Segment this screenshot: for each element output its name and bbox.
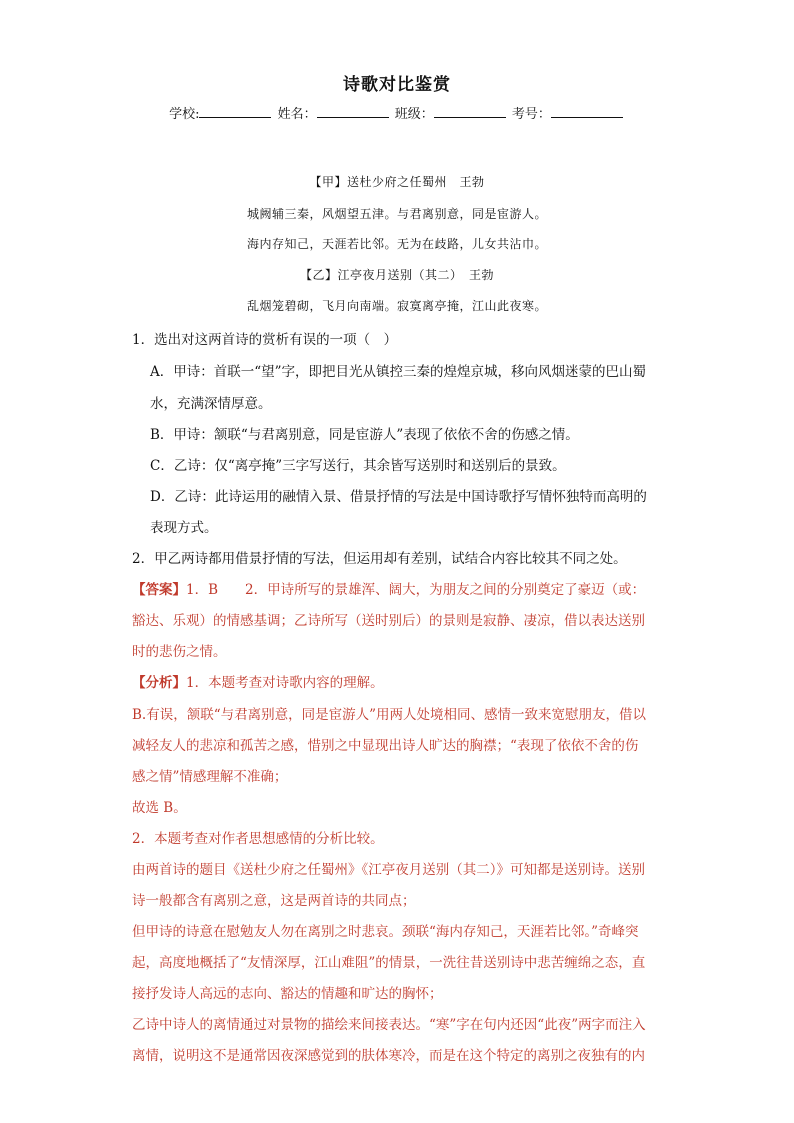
option-a-cont: 水，充满深情厚意。 [150, 396, 272, 412]
answer-line-1 [132, 578, 664, 598]
poem-yi-line-1: 乱烟笼碧砌，飞月向南端。寂寞离亭掩，江山此夜寒。 [246, 299, 547, 313]
analysis-line-7: 由两首诗的题目《送杜少府之任蜀州》《江亭夜月送别（其二）》可知都是送别诗。送别 [132, 862, 645, 878]
analysis-line-13: 离情，说明这不是通常因夜深感觉到的肤体寒冷，而是在这个特定的离别之夜独有的内 [132, 1048, 645, 1064]
analysis-text: 1．本题考查对诗歌内容的理解。 [186, 675, 384, 691]
analysis-line-8: 诗一般都含有离别之意，这是两首诗的共同点； [132, 893, 416, 909]
analysis-line-4: 感之情”情感理解不准确； [132, 769, 288, 785]
analysis-line-12: 乙诗中诗人的离情通过对景物的描绘来间接表达。“寒”字在句内还因“此夜”两字而注入 [132, 1017, 646, 1033]
class-blank[interactable] [434, 105, 506, 118]
school-blank[interactable] [199, 105, 271, 118]
analysis-line-6: 2．本题考查对作者思想感情的分析比较。 [132, 831, 384, 847]
poem-jia-line-1: 城阙辅三秦，风烟望五津。与君离别意，同是宦游人。 [246, 207, 547, 221]
school-label: 学校: [169, 107, 200, 122]
analysis-line-1 [132, 671, 664, 691]
page-title: 诗歌对比鉴赏 [343, 75, 451, 95]
answer-line-3: 时的悲伤之情。 [132, 644, 227, 660]
poem-yi-title: 【乙】江亭夜月送别（其二） 王勃 [299, 268, 494, 282]
analysis-line-10: 起，高度地概括了“友情深厚，江山难阻”的情景，一洗往昔送别诗中悲苦缠绵之态，直 [132, 955, 646, 971]
option-d: D．乙诗：此诗运用的融情入景、借景抒情的写法是中国诗歌抒写情怀独特而高明的 [150, 489, 647, 505]
option-d-cont: 表现方式。 [150, 520, 218, 536]
analysis-line-9: 但甲诗的诗意在慰勉友人勿在离别之时悲哀。颈联“海内存知己，天涯若比邻。”奇峰突 [132, 924, 639, 940]
answer-line-2: 豁达、乐观）的情感基调；乙诗所写（送时别后）的景则是寂静、凄凉，借以表达送别 [132, 613, 645, 629]
option-a: A．甲诗：首联一“望”字，即把目光从镇控三秦的煌煌京城，移向风烟迷蒙的巴山蜀 [150, 364, 647, 380]
analysis-tag: 【分析】 [132, 675, 186, 691]
number-label: 考号： [511, 107, 551, 122]
answer-text: 1．B 2．甲诗所写的景雄浑、阔大，为朋友之间的分别奠定了豪迈（或： [186, 582, 646, 598]
analysis-line-2: B.有误，颔联“与君离别意，同是宦游人”用两人处境相同、感情一致来宽慰朋友，借以 [132, 707, 647, 723]
option-b: B．甲诗：颔联“与君离别意，同是宦游人”表现了依依不舍的伤感之情。 [150, 427, 579, 443]
name-blank[interactable] [317, 105, 389, 118]
option-c: C．乙诗：仅“离亭掩”三字写送行，其余皆写送别时和送别后的景致。 [150, 458, 566, 474]
answer-tag: 【答案】 [132, 582, 186, 598]
name-label: 姓名： [277, 107, 317, 122]
analysis-line-11: 接抒发诗人高远的志向、豁达的情趣和旷达的胸怀； [132, 986, 443, 1002]
question-1: 1．选出对这两首诗的赏析有误的一项（ ） [132, 332, 398, 348]
poem-jia-title: 【甲】送杜少府之任蜀州 王勃 [309, 175, 485, 189]
student-info-line [0, 103, 794, 122]
question-2: 2．甲乙两诗都用借景抒情的写法，但运用却有差别，试结合内容比较其不同之处。 [132, 551, 627, 567]
poem-jia-line-2: 海内存知己，天涯若比邻。无为在歧路，儿女共沾巾。 [246, 237, 547, 251]
class-label: 班级： [394, 107, 434, 122]
analysis-line-3: 减轻友人的悲凉和孤苦之感，惜别之中显现出诗人旷达的胸襟；“表现了依依不舍的伤 [132, 738, 639, 754]
number-blank[interactable] [551, 105, 623, 118]
analysis-line-5: 故选 B。 [132, 800, 187, 816]
